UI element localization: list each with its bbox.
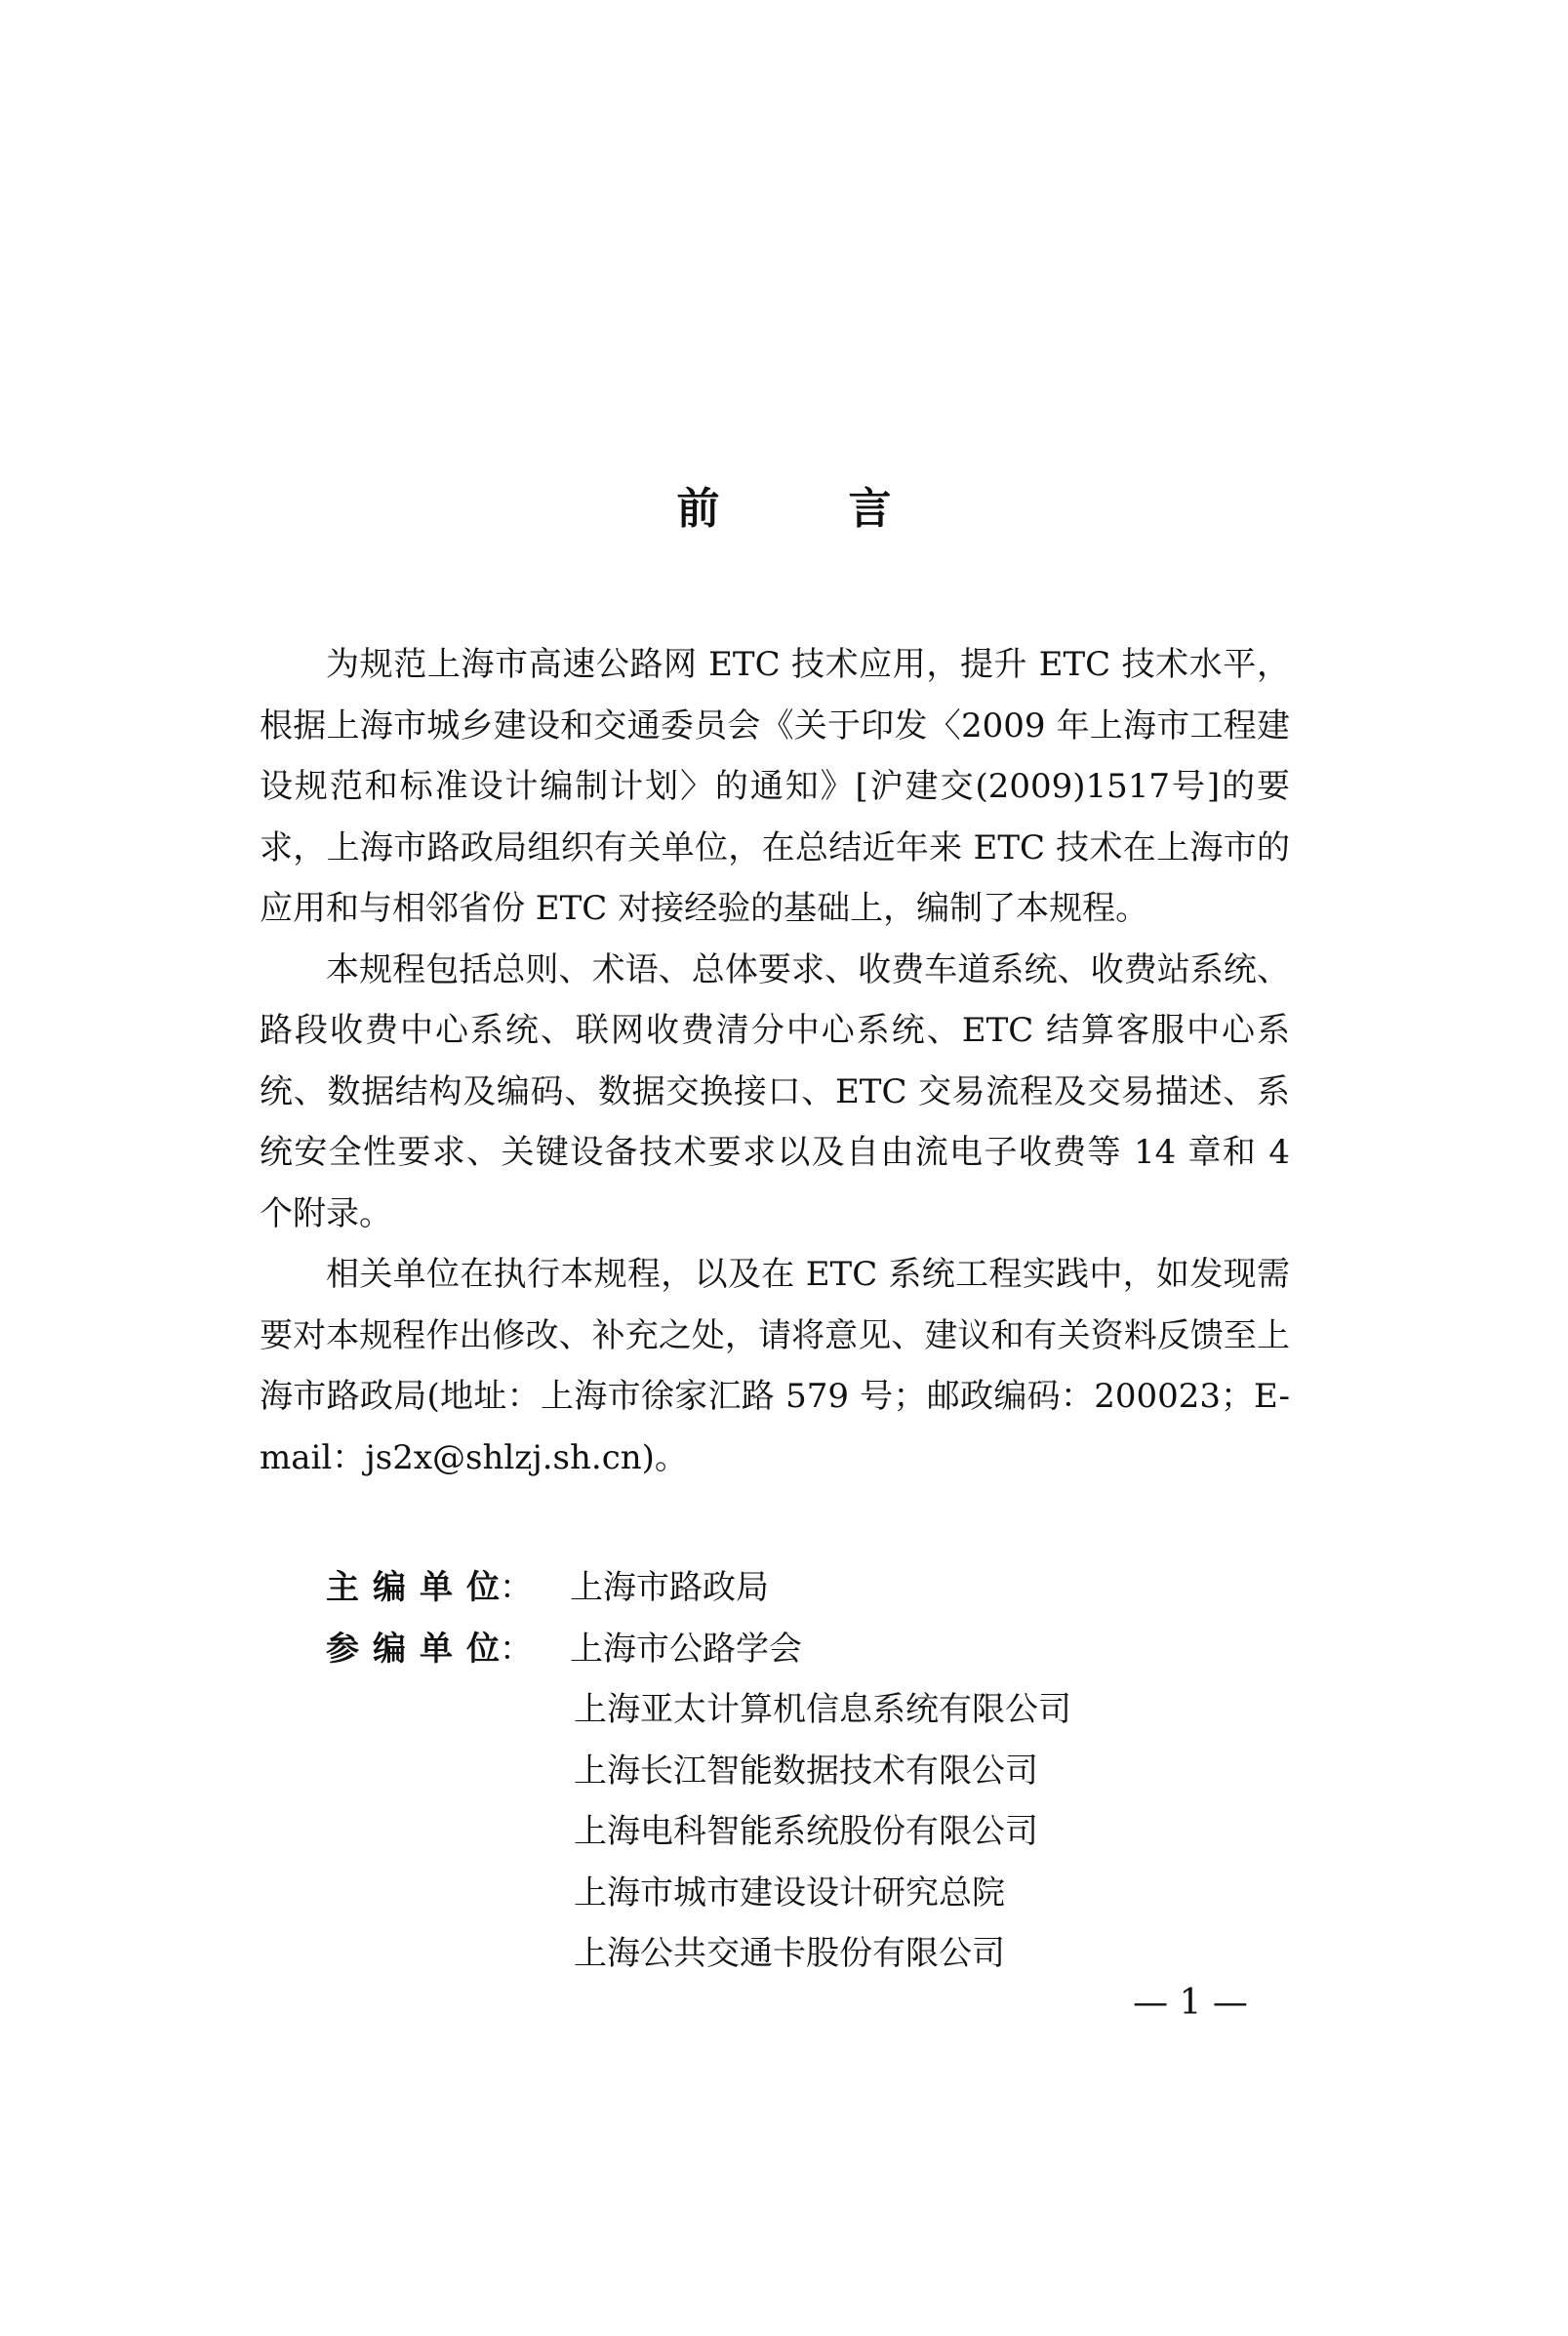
chief-editor-value: 上海市路政局 — [570, 1568, 769, 1607]
participant-item: 上海市城市建设设计研究总院 — [574, 1873, 1005, 1913]
participant-item: 上海电科智能系统股份有限公司 — [574, 1812, 1038, 1851]
page-number: — 1 — — [1133, 1983, 1248, 2023]
paragraph-2: 本规程包括总则、术语、总体要求、收费车道系统、收费站系统、路段收费中心系统、联网收费清分中心系统、ETC 结算客服中心系统、数据结构及编码、数据交换接口、ETC 交易流程及交易描述、系统安全性要求、关键设备技术要求以及自由流电子收费等 14 章和 4 个附录。 — [260, 949, 1290, 1233]
label-char: 单 — [420, 1568, 453, 1607]
label-char: 参 — [326, 1629, 359, 1669]
participant-item: 上海公共交通卡股份有限公司 — [574, 1934, 1005, 1973]
chief-editor-label — [326, 1557, 570, 1619]
page-title: 前 言 — [676, 484, 935, 534]
participant-item: 上海长江智能数据技术有限公司 — [574, 1751, 1038, 1791]
label-char: 编 — [373, 1568, 406, 1607]
compiling-units — [326, 1557, 1204, 1985]
label-char: 编 — [373, 1629, 406, 1669]
participants-row — [326, 1619, 1204, 1680]
participant-item: 上海市公路学会 — [570, 1629, 802, 1669]
participant-item: 上海亚太计算机信息系统有限公司 — [574, 1690, 1071, 1729]
participants-label — [326, 1619, 570, 1680]
label-colon: ： — [500, 1568, 533, 1607]
paragraph-1: 为规范上海市高速公路网 ETC 技术应用，提升 ETC 技术水平，根据上海市城乡建设和交通委员会《关于印发〈2009 年上海市工程建设规范和标准设计编制计划〉的通知》[沪建交(2009)1517号]的要求，上海市路政局组织有关单位，在总结近年来 ETC 技术在上海市的应用和与相邻省份 ETC 对接经验的基础上，编制了本规程。 — [260, 645, 1290, 928]
label-char: 主 — [326, 1568, 359, 1607]
chief-editor-row — [326, 1557, 1204, 1619]
label-char: 位 — [466, 1629, 500, 1669]
participants-list — [326, 1679, 1204, 1985]
label-colon: ： — [500, 1629, 533, 1669]
label-char: 单 — [420, 1629, 453, 1669]
label-char: 位 — [466, 1568, 500, 1607]
paragraph-3: 相关单位在执行本规程，以及在 ETC 系统工程实践中，如发现需要对本规程作出修改、补充之处，请将意见、建议和有关资料反馈至上海市路政局(地址：上海市徐家汇路 579 号；邮政编码：200023；E-mail：js2x@shlzj.sh.cn)。 — [260, 1255, 1290, 1477]
preface-body — [260, 634, 1290, 1488]
